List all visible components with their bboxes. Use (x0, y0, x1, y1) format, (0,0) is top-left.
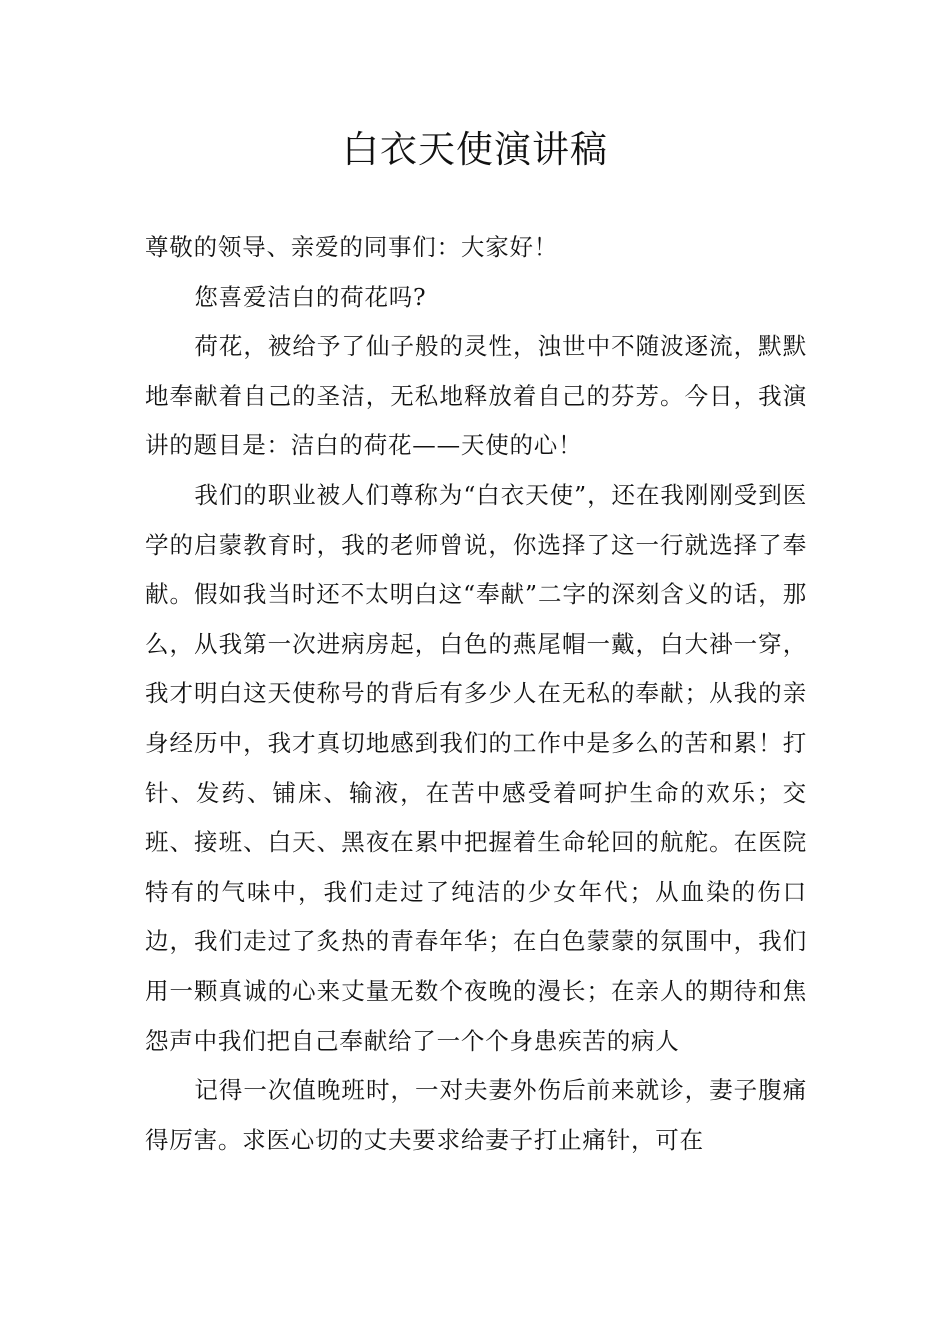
paragraph-question: 您喜爱洁白的荷花吗? (194, 282, 427, 311)
document-body (145, 223, 807, 1165)
paragraph-night-shift: 记得一次值晚班时，一对夫妻外伤后前来就诊，妻子腹痛得厉害。求医心切的丈夫要求给妻子打止痛针，可在 (145, 1076, 807, 1154)
paragraph-profession: 我们的职业被人们尊称为“白衣天使”，还在我刚刚受到医学的启蒙教育时，我的老师曾说，你选择了这一行就选择了奉献。假如我当时还不太明白这“奉献”二字的深刻含义的话，那么，从我第一次进病房起，白色的燕尾帽一戴，白大褂一穿，我才明白这天使称号的背后有多少人在无私的奉献；从我的亲身经历中，我才真切地感到我们的工作中是多么的苦和累！打针、发药、铺床、输液，在苦中感受着呵护生命的欢乐；交班、接班、白天、黑夜在累中把握着生命轮回的航舵。在医院特有的气味中，我们走过了纯洁的少女年代；从血染的伤口边，我们走过了炙热的青春年华；在白色蒙蒙的氛围中，我们用一颗真诚的心来丈量无数个夜晚的漫长；在亲人的期待和焦怨声中我们把自己奉献给了一个个身患疾苦的病人 (145, 480, 807, 1055)
paragraph-salutation: 尊敬的领导、亲爱的同事们：大家好！ (145, 233, 559, 261)
document-title: 白衣天使演讲稿 (342, 128, 608, 171)
paragraph-lotus: 荷花，被给予了仙子般的灵性，浊世中不随波逐流，默默地奉献着自己的圣洁，无私地释放着自己的芬芳。今日，我演讲的题目是：洁白的荷花——天使的心！ (145, 332, 807, 460)
